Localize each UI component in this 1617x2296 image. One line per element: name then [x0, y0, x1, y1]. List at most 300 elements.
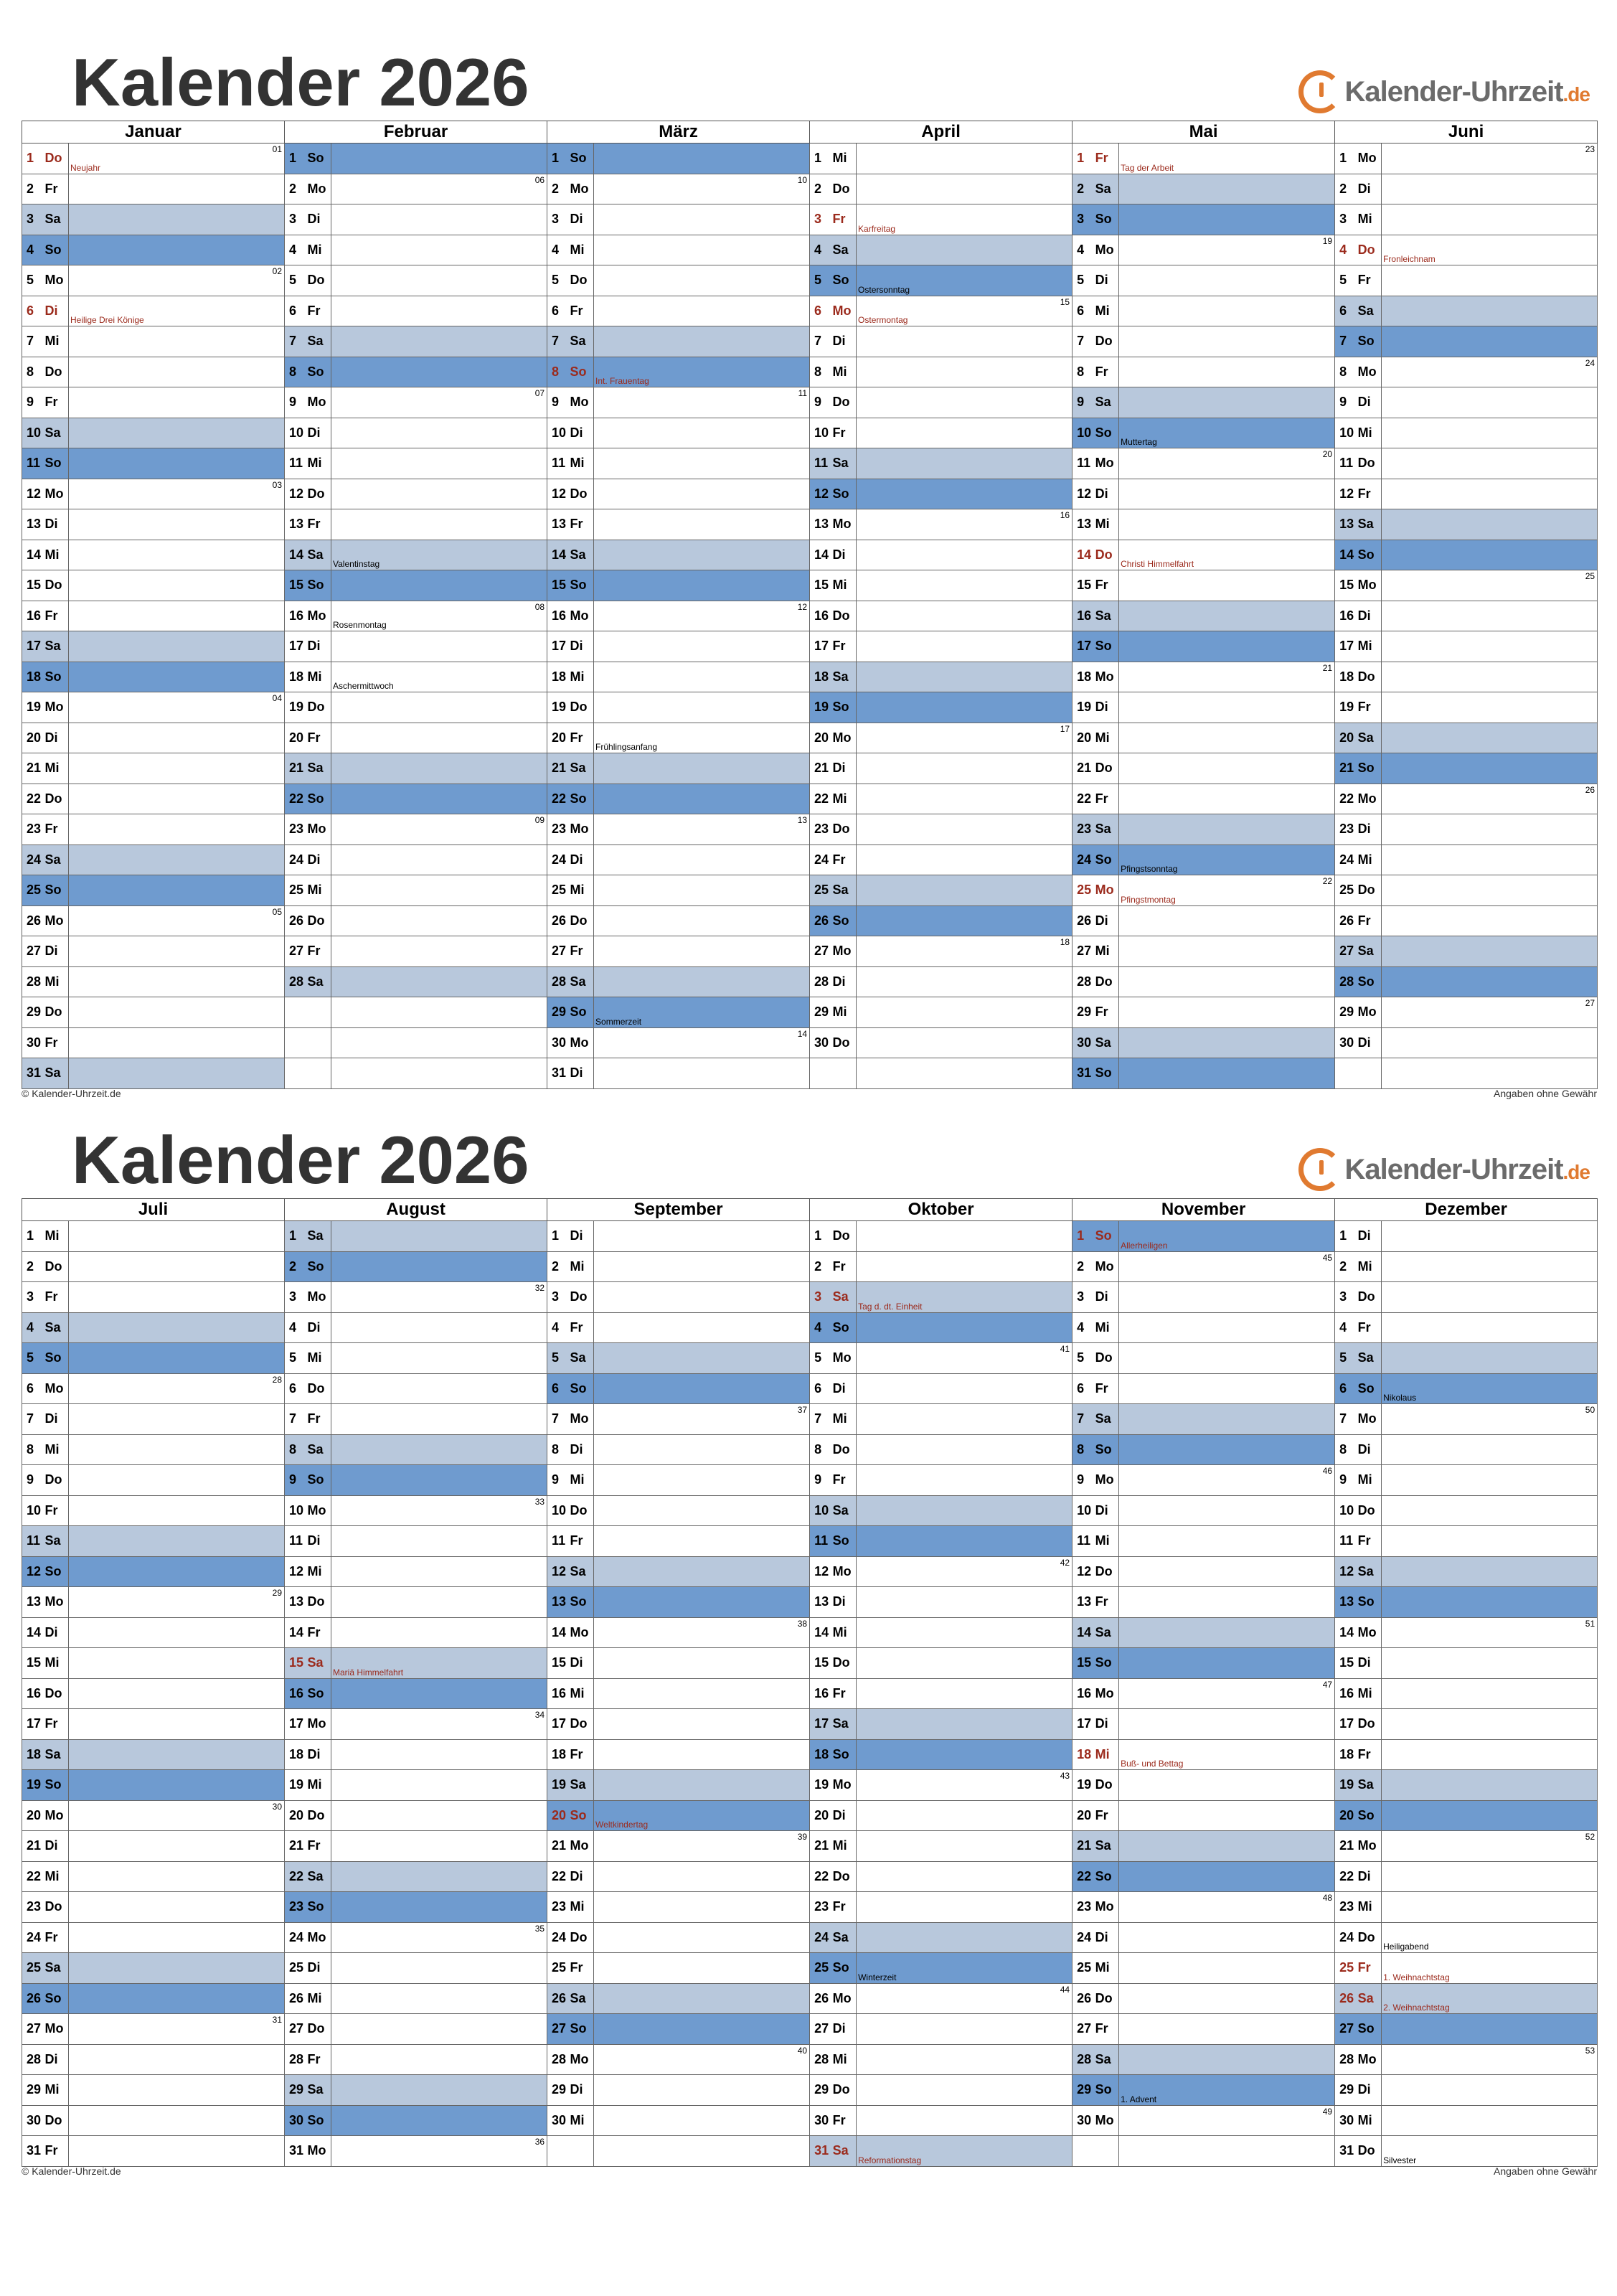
- weekday-label: Mi: [831, 144, 857, 174]
- day-number: 11: [285, 448, 306, 479]
- day-row: [22, 2014, 1598, 2045]
- day-number: 24: [22, 844, 44, 875]
- day-cell: [1119, 2075, 1335, 2106]
- site-logo[interactable]: [1298, 1141, 1590, 1198]
- weekday-label: Do: [1357, 875, 1382, 906]
- day-number: 1: [22, 1221, 44, 1252]
- day-number: 31: [1072, 1058, 1094, 1089]
- weekday-label: So: [1357, 966, 1382, 997]
- day-cell: [1382, 936, 1598, 967]
- week-number: 15: [1060, 296, 1070, 307]
- weekday-label: Fr: [569, 296, 594, 326]
- day-number: 20: [22, 723, 44, 753]
- weekday-label: Mo: [306, 387, 331, 418]
- copyright-text: © Kalender-Uhrzeit.de: [22, 2165, 121, 2177]
- day-number: 1: [810, 144, 831, 174]
- weekday-label: Mo: [44, 479, 69, 509]
- weekday-label: Di: [831, 1587, 857, 1618]
- day-cell: [331, 1556, 547, 1587]
- week-number: 14: [797, 1028, 808, 1039]
- day-number: 11: [22, 448, 44, 479]
- weekday-label: Do: [831, 601, 857, 631]
- weekday-label: Di: [1094, 905, 1119, 936]
- week-number: 24: [1585, 357, 1595, 368]
- day-cell: [1119, 1770, 1335, 1801]
- day-number: 22: [285, 784, 306, 814]
- day-number: 6: [1072, 1373, 1094, 1404]
- day-cell: [69, 1861, 285, 1892]
- day-number: 20: [810, 723, 831, 753]
- weekday-label: Fr: [569, 723, 594, 753]
- day-cell: [594, 1770, 810, 1801]
- day-cell: [857, 1404, 1072, 1435]
- day-number: 31: [22, 1058, 44, 1089]
- weekday-label: Mo: [569, 387, 594, 418]
- day-cell: [1382, 174, 1598, 204]
- weekday-label: Mi: [306, 448, 331, 479]
- day-number: 8: [22, 1434, 44, 1465]
- weekday-label: Mi: [1094, 509, 1119, 540]
- day-number: 30: [547, 2105, 569, 2136]
- day-number: 12: [22, 479, 44, 509]
- week-number: 04: [272, 693, 283, 703]
- weekday-label: Fr: [831, 204, 857, 235]
- weekday-label: Do: [44, 1892, 69, 1923]
- day-cell: [331, 692, 547, 723]
- day-cell: [1119, 1343, 1335, 1374]
- day-cell: [69, 144, 285, 174]
- day-number: 28: [285, 2044, 306, 2075]
- day-row: [22, 2105, 1598, 2136]
- day-number: 20: [1072, 723, 1094, 753]
- weekday-label: Do: [1094, 966, 1119, 997]
- day-number: 13: [547, 509, 569, 540]
- day-number: 31: [22, 2136, 44, 2167]
- weekday-label: Mi: [1357, 418, 1382, 448]
- day-number: 12: [1072, 1556, 1094, 1587]
- day-cell: [1382, 540, 1598, 570]
- weekday-label: Do: [44, 784, 69, 814]
- day-cell: [69, 509, 285, 540]
- weekday-label: Di: [44, 1831, 69, 1862]
- weekday-label: Fr: [44, 1282, 69, 1313]
- day-cell: [594, 997, 810, 1028]
- day-number: 24: [285, 1922, 306, 1953]
- day-cell: [1119, 1953, 1335, 1984]
- day-number: 2: [22, 174, 44, 204]
- weekday-label: Mi: [831, 1404, 857, 1435]
- day-cell: [1119, 1495, 1335, 1526]
- day-cell: [69, 1495, 285, 1526]
- day-cell: [594, 204, 810, 235]
- week-number: 32: [534, 1283, 545, 1293]
- day-cell: [331, 418, 547, 448]
- empty-cell: [1357, 1058, 1382, 1089]
- weekday-label: Mo: [1357, 1831, 1382, 1862]
- day-number: 27: [1335, 936, 1357, 967]
- weekday-label: Fr: [1094, 2014, 1119, 2045]
- weekday-label: So: [306, 2105, 331, 2136]
- weekday-label: So: [569, 144, 594, 174]
- weekday-label: Fr: [831, 1892, 857, 1923]
- weekday-label: Sa: [1357, 509, 1382, 540]
- day-cell: [331, 570, 547, 601]
- weekday-label: Di: [44, 509, 69, 540]
- day-number: 12: [547, 1556, 569, 1587]
- day-cell: [331, 1770, 547, 1801]
- weekday-label: Fr: [1094, 784, 1119, 814]
- weekday-label: Fr: [831, 2105, 857, 2136]
- weekday-label: Mo: [1357, 784, 1382, 814]
- site-logo[interactable]: [1298, 63, 1590, 121]
- day-number: 28: [810, 2044, 831, 2075]
- week-number: 22: [1322, 876, 1333, 886]
- weekday-label: Mi: [306, 1556, 331, 1587]
- day-number: 4: [22, 235, 44, 265]
- week-number: 39: [797, 1832, 808, 1842]
- weekday-label: Fr: [306, 723, 331, 753]
- day-cell: [594, 2044, 810, 2075]
- weekday-label: Do: [44, 1251, 69, 1282]
- week-number: 37: [797, 1405, 808, 1415]
- day-number: 14: [285, 540, 306, 570]
- day-number: 5: [285, 1343, 306, 1374]
- weekday-label: Mo: [1357, 1617, 1382, 1648]
- weekday-label: Di: [1357, 1434, 1382, 1465]
- weekday-label: So: [1357, 753, 1382, 784]
- weekday-label: Mo: [569, 1831, 594, 1862]
- day-number: 2: [1072, 1251, 1094, 1282]
- day-number: 26: [810, 1983, 831, 2014]
- weekday-label: Do: [569, 265, 594, 296]
- weekday-label: So: [1357, 1373, 1382, 1404]
- weekday-label: Mi: [44, 753, 69, 784]
- day-number: 18: [810, 662, 831, 692]
- weekday-label: Sa: [831, 235, 857, 265]
- day-cell: [1382, 1312, 1598, 1343]
- day-number: 20: [1335, 723, 1357, 753]
- day-cell: [1382, 1892, 1598, 1923]
- day-number: 15: [810, 570, 831, 601]
- day-cell: [331, 1678, 547, 1709]
- day-number: 17: [1072, 631, 1094, 662]
- day-cell: [69, 1027, 285, 1058]
- weekday-label: Fr: [306, 296, 331, 326]
- day-number: 6: [547, 296, 569, 326]
- day-cell: [594, 1312, 810, 1343]
- weekday-label: Sa: [44, 1739, 69, 1770]
- weekday-label: Di: [1094, 265, 1119, 296]
- day-number: 7: [1335, 1404, 1357, 1435]
- day-cell: [1119, 1404, 1335, 1435]
- day-cell: [1119, 265, 1335, 296]
- day-number: 7: [22, 1404, 44, 1435]
- day-cell: [69, 479, 285, 509]
- day-cell: [69, 966, 285, 997]
- day-number: 2: [1335, 174, 1357, 204]
- day-cell: [331, 1221, 547, 1252]
- weekday-label: Mo: [831, 509, 857, 540]
- weekday-label: Fr: [1094, 1587, 1119, 1618]
- day-cell: [857, 966, 1072, 997]
- day-number: 23: [810, 814, 831, 845]
- day-cell: [1119, 1221, 1335, 1252]
- day-row: [22, 844, 1598, 875]
- day-cell: [69, 723, 285, 753]
- day-number: 16: [1072, 1678, 1094, 1709]
- day-cell: [1382, 1343, 1598, 1374]
- day-cell: [1119, 570, 1335, 601]
- weekday-label: Fr: [1357, 692, 1382, 723]
- day-cell: [594, 601, 810, 631]
- day-cell: [331, 144, 547, 174]
- month-header: August: [285, 1199, 547, 1221]
- day-cell: [594, 1922, 810, 1953]
- day-cell: [1382, 2014, 1598, 2045]
- day-number: 28: [1335, 2044, 1357, 2075]
- day-cell: [1119, 966, 1335, 997]
- weekday-label: Mi: [1357, 631, 1382, 662]
- day-number: 4: [547, 1312, 569, 1343]
- day-number: 28: [547, 966, 569, 997]
- weekday-label: Sa: [1357, 1343, 1382, 1374]
- weekday-label: Do: [44, 997, 69, 1028]
- weekday-label: Di: [569, 204, 594, 235]
- weekday-label: Di: [1357, 814, 1382, 845]
- weekday-label: Mo: [44, 1587, 69, 1618]
- holiday-note: Pfingstmontag: [1121, 894, 1176, 905]
- holiday-note: 2. Weihnachtstag: [1383, 2003, 1450, 2013]
- day-number: 5: [1335, 265, 1357, 296]
- weekday-label: Di: [306, 1312, 331, 1343]
- day-row: [22, 387, 1598, 418]
- weekday-label: Di: [1357, 387, 1382, 418]
- weekday-label: Sa: [569, 1556, 594, 1587]
- day-number: 9: [1335, 1465, 1357, 1496]
- day-number: 26: [22, 905, 44, 936]
- weekday-label: Mi: [569, 235, 594, 265]
- day-number: 28: [22, 2044, 44, 2075]
- day-number: 19: [285, 1770, 306, 1801]
- day-cell: [594, 144, 810, 174]
- week-number: 13: [797, 815, 808, 825]
- day-cell: [857, 235, 1072, 265]
- weekday-label: Do: [44, 1678, 69, 1709]
- week-number: 19: [1322, 235, 1333, 246]
- holiday-note: Aschermittwoch: [333, 681, 394, 691]
- day-row: [22, 1282, 1598, 1313]
- day-number: 17: [285, 1709, 306, 1740]
- day-cell: [331, 1434, 547, 1465]
- weekday-label: Sa: [569, 540, 594, 570]
- day-cell: [1119, 1892, 1335, 1923]
- day-cell: [1382, 1404, 1598, 1435]
- day-cell: [594, 1678, 810, 1709]
- weekday-label: Mo: [44, 2014, 69, 2045]
- day-cell: [857, 1373, 1072, 1404]
- weekday-label: Mo: [1357, 2044, 1382, 2075]
- day-number: 16: [22, 1678, 44, 1709]
- weekday-label: Di: [44, 723, 69, 753]
- day-cell: [857, 753, 1072, 784]
- day-cell: [1382, 204, 1598, 235]
- weekday-label: Fr: [44, 814, 69, 845]
- day-row: [22, 1831, 1598, 1862]
- weekday-label: Mi: [44, 1861, 69, 1892]
- day-row: [22, 1587, 1598, 1618]
- weekday-label: Sa: [44, 1526, 69, 1557]
- weekday-label: Do: [831, 1027, 857, 1058]
- day-cell: [1119, 235, 1335, 265]
- day-number: 22: [285, 1861, 306, 1892]
- weekday-label: Di: [1357, 1221, 1382, 1252]
- day-cell: [331, 1617, 547, 1648]
- day-number: 1: [285, 144, 306, 174]
- day-number: 13: [285, 509, 306, 540]
- day-cell: [69, 1922, 285, 1953]
- day-number: 28: [547, 2044, 569, 2075]
- weekday-label: Fr: [44, 1709, 69, 1740]
- weekday-label: So: [831, 1953, 857, 1984]
- day-cell: [331, 1587, 547, 1618]
- week-number: 31: [272, 2015, 283, 2025]
- day-cell: [594, 1434, 810, 1465]
- day-cell: [857, 357, 1072, 387]
- day-number: 17: [1335, 1709, 1357, 1740]
- day-cell: [594, 662, 810, 692]
- day-cell: [1382, 601, 1598, 631]
- holiday-note: Frühlingsanfang: [595, 742, 658, 752]
- empty-cell: [547, 2136, 569, 2167]
- weekday-label: Fr: [1357, 905, 1382, 936]
- day-cell: [69, 1648, 285, 1679]
- day-cell: [594, 844, 810, 875]
- weekday-label: Do: [1357, 1282, 1382, 1313]
- weekday-label: Di: [569, 631, 594, 662]
- empty-cell: [1382, 1058, 1598, 1089]
- week-number: 35: [534, 1923, 545, 1934]
- day-number: 7: [547, 326, 569, 357]
- weekday-label: Mo: [831, 936, 857, 967]
- empty-cell: [1094, 2136, 1119, 2167]
- week-number: 23: [1585, 144, 1595, 154]
- day-number: 9: [810, 1465, 831, 1496]
- day-cell: [594, 265, 810, 296]
- weekday-label: Mo: [1094, 1465, 1119, 1496]
- day-number: 18: [1335, 1739, 1357, 1770]
- day-number: 17: [285, 631, 306, 662]
- day-cell: [857, 1587, 1072, 1618]
- day-cell: [331, 296, 547, 326]
- weekday-label: So: [306, 1678, 331, 1709]
- weekday-label: Do: [1094, 540, 1119, 570]
- weekday-label: Di: [831, 2014, 857, 2045]
- weekday-label: Do: [44, 1465, 69, 1496]
- weekday-label: Di: [569, 844, 594, 875]
- day-number: 2: [810, 174, 831, 204]
- weekday-label: Fr: [44, 2136, 69, 2167]
- weekday-label: So: [306, 570, 331, 601]
- weekday-label: Do: [569, 692, 594, 723]
- day-cell: [857, 723, 1072, 753]
- weekday-label: Di: [1357, 601, 1382, 631]
- day-number: 22: [547, 1861, 569, 1892]
- day-number: 6: [22, 296, 44, 326]
- day-cell: [1119, 1556, 1335, 1587]
- day-cell: [857, 448, 1072, 479]
- day-cell: [1382, 753, 1598, 784]
- month-header: Mai: [1072, 121, 1335, 144]
- holiday-note: Tag der Arbeit: [1121, 162, 1174, 173]
- week-number: 20: [1322, 449, 1333, 459]
- weekday-label: Fr: [569, 936, 594, 967]
- day-cell: [331, 814, 547, 845]
- weekday-label: So: [569, 784, 594, 814]
- day-number: 30: [1072, 1027, 1094, 1058]
- day-number: 6: [285, 1373, 306, 1404]
- day-cell: [69, 936, 285, 967]
- empty-cell: [285, 1027, 306, 1058]
- weekday-label: So: [831, 692, 857, 723]
- day-row: [22, 174, 1598, 204]
- day-number: 29: [22, 997, 44, 1028]
- day-cell: [857, 1678, 1072, 1709]
- weekday-label: Fr: [306, 1617, 331, 1648]
- weekday-label: So: [569, 570, 594, 601]
- day-number: 9: [285, 1465, 306, 1496]
- empty-cell: [285, 1058, 306, 1089]
- day-cell: [331, 1373, 547, 1404]
- weekday-label: Fr: [569, 1739, 594, 1770]
- day-cell: [331, 1709, 547, 1740]
- day-number: 15: [1072, 570, 1094, 601]
- week-number: 05: [272, 906, 283, 917]
- empty-cell: [1072, 2136, 1094, 2167]
- day-number: 29: [547, 997, 569, 1028]
- day-number: 7: [810, 326, 831, 357]
- day-row: [22, 1343, 1598, 1374]
- empty-cell: [306, 1058, 331, 1089]
- weekday-label: Mo: [1094, 1251, 1119, 1282]
- day-row: [22, 1800, 1598, 1831]
- day-number: 5: [22, 1343, 44, 1374]
- day-cell: [331, 844, 547, 875]
- day-cell: [69, 1800, 285, 1831]
- weekday-label: Di: [306, 204, 331, 235]
- day-row: [22, 1027, 1598, 1058]
- weekday-label: Mi: [44, 540, 69, 570]
- day-number: 25: [547, 1953, 569, 1984]
- weekday-label: Sa: [306, 326, 331, 357]
- weekday-label: So: [1094, 1221, 1119, 1252]
- day-number: 22: [810, 784, 831, 814]
- day-cell: [1382, 1221, 1598, 1252]
- weekday-label: Sa: [569, 1770, 594, 1801]
- day-number: 29: [1072, 997, 1094, 1028]
- weekday-label: Mi: [44, 1434, 69, 1465]
- weekday-label: Mo: [1357, 1404, 1382, 1435]
- day-cell: [69, 1892, 285, 1923]
- day-cell: [594, 1373, 810, 1404]
- holiday-note: Heilige Drei Könige: [70, 315, 144, 325]
- day-number: 16: [810, 601, 831, 631]
- day-number: 27: [1072, 2014, 1094, 2045]
- day-number: 3: [1072, 204, 1094, 235]
- day-number: 29: [1335, 2075, 1357, 2106]
- day-cell: [1119, 1709, 1335, 1740]
- holiday-note: Int. Frauentag: [595, 376, 649, 386]
- day-cell: [331, 326, 547, 357]
